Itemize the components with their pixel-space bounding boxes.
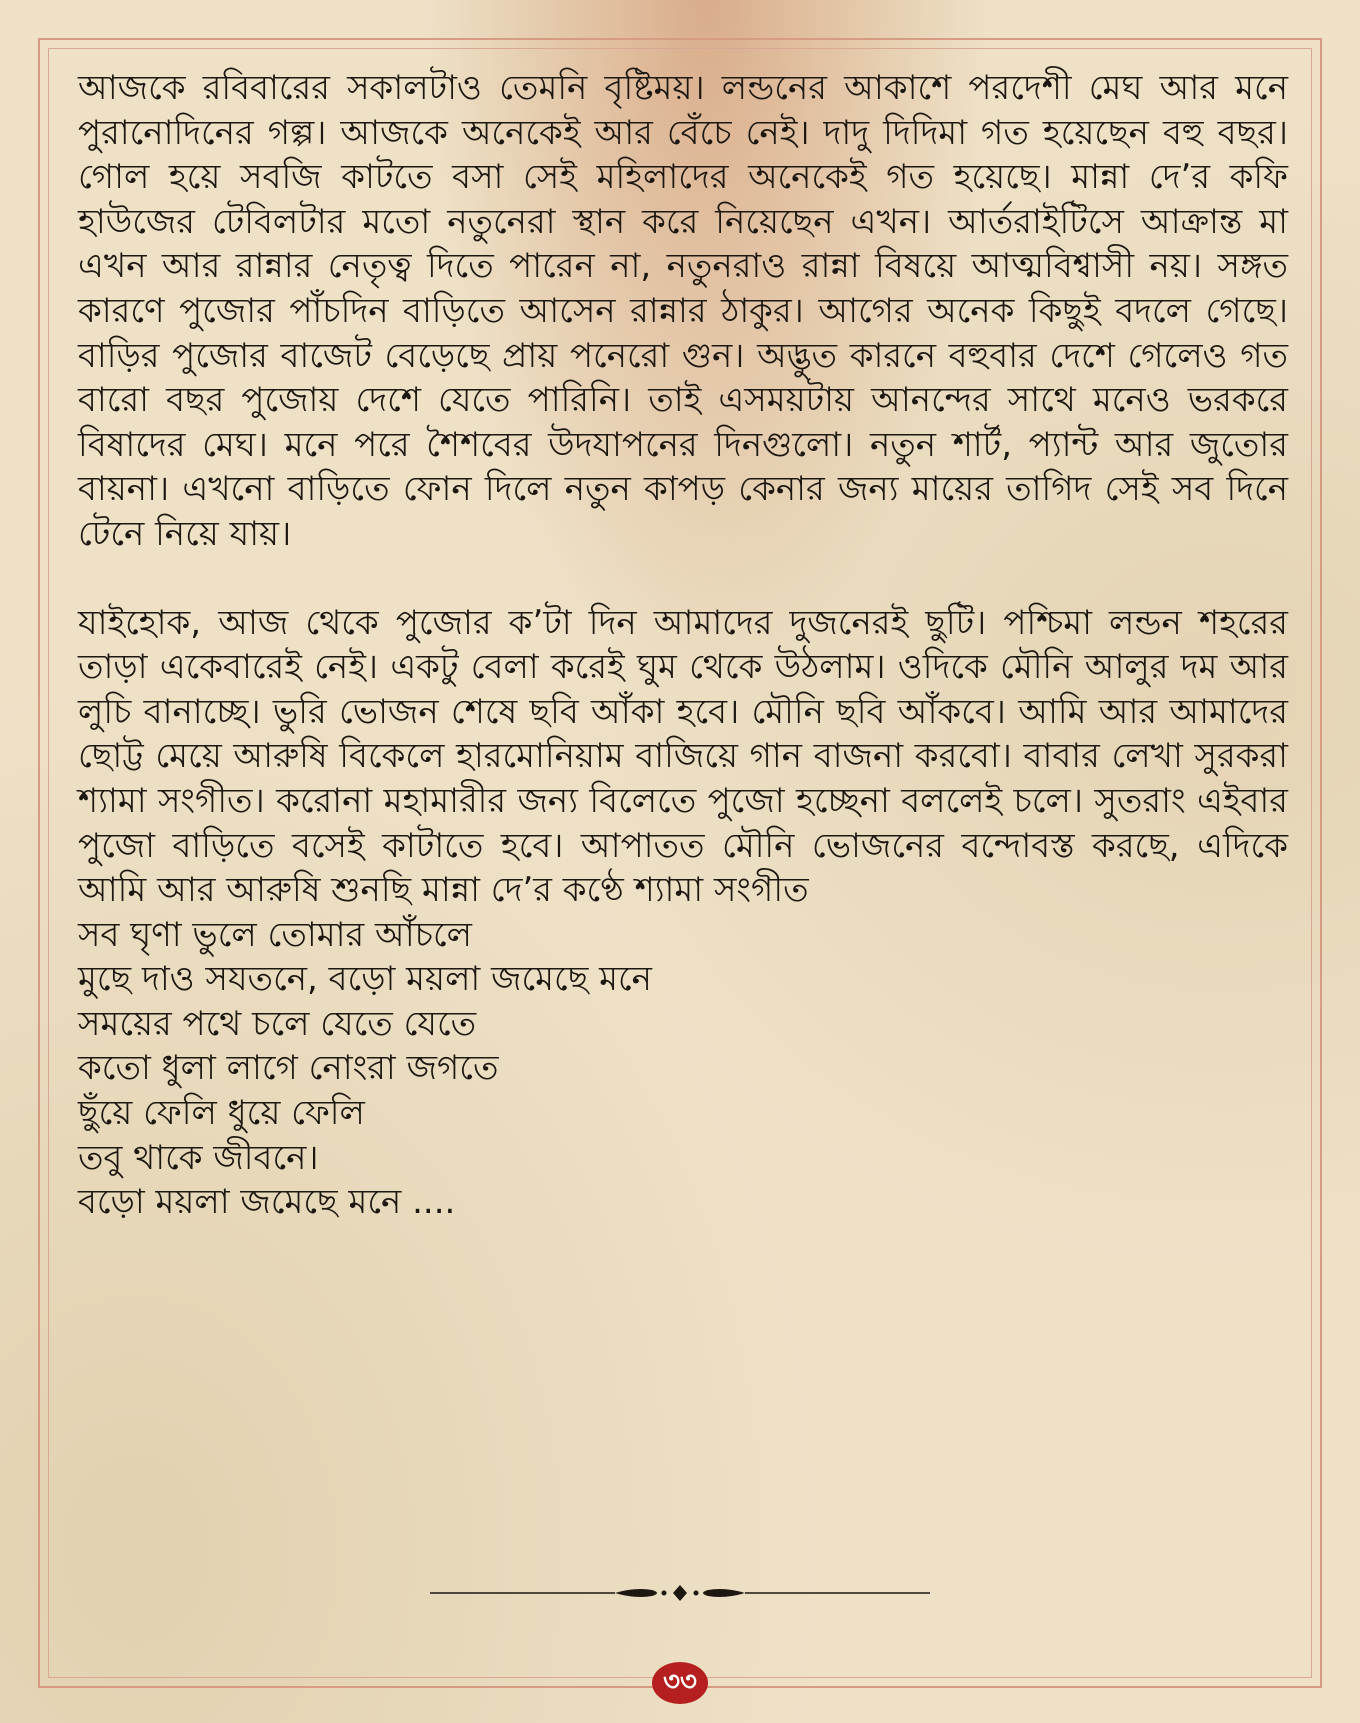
lyric-line: তবু থাকে জীবনে।	[78, 1137, 319, 1178]
lyric-line: মুছে দাও সযতনে, বড়ো ময়লা জমেছে মনে	[78, 959, 652, 1000]
paragraph-1: আজকে রবিবারের সকালটাও তেমনি বৃষ্টিময়। লন্ডনের আকাশে পরদেশী মেঘ আর মনে পুরানোদিনের গল্প। আজকে অনেকেই আর বেঁচে নেই। দাদু দিদিমা গত হয়েছেন বহু বছর। গোল হয়ে সবজি কাটতে বসা সেই মহিলাদের অনেকেই গত হয়েছে। মান্না দে’র কফি হাউজের টেবিলটার মতো নতুনেরা স্থান করে নিয়েছেন এখন। আর্তরাইটিসে আক্রান্ত মা এখন আর রান্নার নেতৃত্ব দিতে পারেন না, নতুনরাও রান্না বিষয়ে আত্মবিশ্বাসী নয়। সঙ্গত কারণে পুজোর পাঁচদিন বাড়িতে আসেন রান্নার ঠাকুর। আগের অনেক কিছুই বদলে গেছে।বাড়ির পুজোর বাজেট বেড়েছে প্রায় পনেরো গুন। অদ্ভুত কারনে বহুবার দেশে গেলেও গত বারো বছর পুজোয় দেশে যেতে পারিনি। তাই এসময়টায় আনন্দের সাথে মনেও ভরকরে বিষাদের মেঘ। মনে পরে শৈশবের উদযাপনের দিনগুলো। নতুন শার্ট, প্যান্ট আর জুতোর বায়না। এখনো বাড়িতে ফোন দিলে নতুন কাপড় কেনার জন্য মায়ের তাগিদ সেই সব দিনে টেনে নিয়ে যায়।	[78, 68, 1288, 554]
paragraph-2: যাইহোক, আজ থেকে পুজোর ক’টা দিন আমাদের দুজনেরই ছুটি। পশ্চিমা লন্ডন শহরের তাড়া একেবারেই নেই। একটু বেলা করেই ঘুম থেকে উঠলাম। ওদিকে মৌনি আলুর দম আর লুচি বানাচ্ছে। ভুরি ভোজন শেষে ছবি আঁকা হবে। মৌনি ছবি আঁকবে। আমি আর আমাদের ছোট্ট মেয়ে আরুষি বিকেলে হারমোনিয়াম বাজিয়ে গান বাজনা করবো। বাবার লেখা সুরকরা শ্যামা সংগীত। করোনা মহামারীর জন্য বিলেতে পুজো হচ্ছেনা বললেই চলে। সুতরাং এইবার পুজো বাড়িতে বসেই কাটাতে হবে। আপাতত মৌনি ভোজনের বন্দোবস্ত করছে, এদিকে আমি আর আরুষি শুনছি মান্না দে’র কণ্ঠে শ্যামা সংগীত	[78, 602, 1288, 911]
lyric-line: বড়ো ময়লা জমেছে মনে ....	[78, 1182, 456, 1223]
lyric-line: ছুঁয়ে ফেলি ধুয়ে ফেলি	[78, 1093, 365, 1134]
ornamental-divider	[430, 1578, 930, 1608]
page-number-badge: ৩৩	[652, 1662, 708, 1704]
lyric-line: কতো ধুলা লাগে নোংরা জগতে	[78, 1048, 499, 1089]
lyric-line: সব ঘৃণা ভুলে তোমার আঁচলে	[78, 914, 472, 955]
paragraph-spacer	[78, 557, 1288, 601]
article-body	[78, 66, 1288, 1225]
song-lyrics	[78, 913, 1288, 1225]
lyric-line: সময়ের পথে চলে যেতে যেতে	[78, 1003, 477, 1044]
